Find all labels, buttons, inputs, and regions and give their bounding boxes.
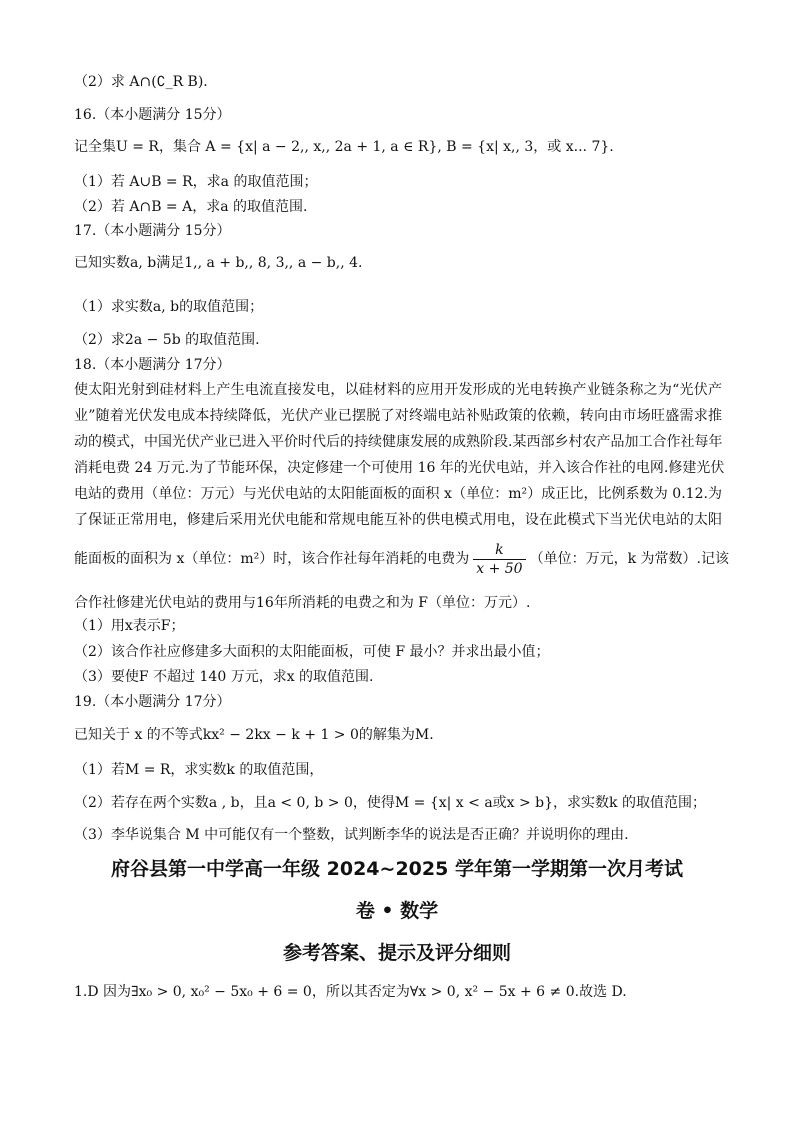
q19-part2: （2）若存在两个实数a , b，且a < 0, b > 0，使得M = {x| x < a或x > b}，求实数k 的取值范围； bbox=[74, 795, 706, 811]
q18-line7-right: （单位：万元，k 为常数）.记该 bbox=[529, 551, 729, 567]
q15-part2: （2）求 A∩(∁_R B). bbox=[74, 74, 208, 90]
q19-heading: 19.（本小题满分 17分） bbox=[74, 694, 231, 710]
q18-paragraph-line-8: 合作社修建光伏电站的费用与16年所消耗的电费之和为 F（单位：万元）. bbox=[74, 595, 531, 611]
fraction-denominator: x + 50 bbox=[476, 560, 523, 577]
q18-paragraph-line-6: 了保证正常用电，修建后采用光伏电能和常规电能互补的供电模式用电，设在此模式下当光伏电站的太阳 bbox=[74, 512, 722, 528]
answer-1: 1.D 因为∃x₀ > 0, x₀² − 5x₀ + 6 = 0，所以其否定为∀x > 0, x² − 5x + 6 ≠ 0.故选 D. bbox=[74, 984, 627, 1000]
q17-stem: 已知实数a, b满足1,, a + b,, 8, 3,, a − b,, 4. bbox=[74, 255, 363, 271]
q18-heading: 18.（本小题满分 17分） bbox=[74, 357, 231, 373]
answer-section-title: 参考答案、提示及评分细则 bbox=[282, 942, 511, 964]
q18-paragraph-line-4: 消耗电费 24 万元.为了节能环保，决定修建一个可使用 16 年的光伏电站，并入该合作社的电网.修建光伏 bbox=[74, 460, 725, 476]
q18-paragraph-line-5: 电站的费用（单位：万元）与光伏电站的太阳能面板的面积 x（单位：m²）成正比，比例系数为 0.12.为 bbox=[74, 486, 722, 502]
exam-subject: 卷 • 数学 bbox=[355, 900, 439, 922]
q18-paragraph-line-2: 业”随着光伏发电成本持续降低，光伏产业已摆脱了对终端电站补贴政策的依赖，转向由市场旺盛需求推 bbox=[74, 408, 722, 424]
electricity-fee-fraction bbox=[473, 541, 525, 578]
q18-part3: （3）要使F 不超过 140 万元，求x 的取值范围. bbox=[74, 669, 374, 685]
q18-paragraph-line-3: 动的模式，中国光伏产业已进入平价时代后的持续健康发展的成熟阶段.某西部乡村农产品加工合作社每年 bbox=[74, 434, 723, 450]
q16-stem: 记全集U = R，集合 A = {x| a − 2,, x,, 2a + 1, a ∈ R}, B = {x| x,, 3，或 x... 7}. bbox=[74, 139, 614, 155]
q18-part1: （1）用x表示F； bbox=[74, 618, 185, 634]
q16-part2: （2）若 A∩B = A，求a 的取值范围. bbox=[74, 199, 308, 215]
q17-part2: （2）求2a − 5b 的取值范围. bbox=[74, 332, 260, 348]
q18-part2: （2）该合作社应修建多大面积的太阳能面板，可使 F 最小？并求出最小值； bbox=[74, 644, 550, 660]
q16-part1: （1）若 A∪B = R，求a 的取值范围； bbox=[74, 174, 318, 190]
q19-part1: （1）若M = R，求实数k 的取值范围， bbox=[74, 762, 324, 778]
q18-paragraph-line-1: 使太阳光射到硅材料上产生电流直接发电，以硅材料的应用开发形成的光电转换产业链条称之为“光伏产 bbox=[74, 382, 722, 398]
q19-stem: 已知关于 x 的不等式kx² − 2kx − k + 1 > 0的解集为M. bbox=[74, 727, 434, 743]
q16-heading: 16.（本小题满分 15分） bbox=[74, 107, 231, 123]
q19-part3: （3）李华说集合 M 中可能仅有一个整数，试判断李华的说法是否正确？并说明你的理由. bbox=[74, 827, 629, 843]
fraction-numerator: k bbox=[473, 541, 525, 560]
q17-heading: 17.（本小题满分 15分） bbox=[74, 223, 231, 239]
q18-line7-left: 能面板的面积为 x（单位：m²）时，该合作社每年消耗的电费为 bbox=[74, 551, 470, 567]
q18-paragraph-line-7 bbox=[74, 540, 729, 578]
exam-title: 府谷县第一中学高一年级 2024~2025 学年第一学期第一次月考试 bbox=[111, 858, 683, 880]
q17-part1: （1）求实数a, b的取值范围； bbox=[74, 299, 264, 315]
